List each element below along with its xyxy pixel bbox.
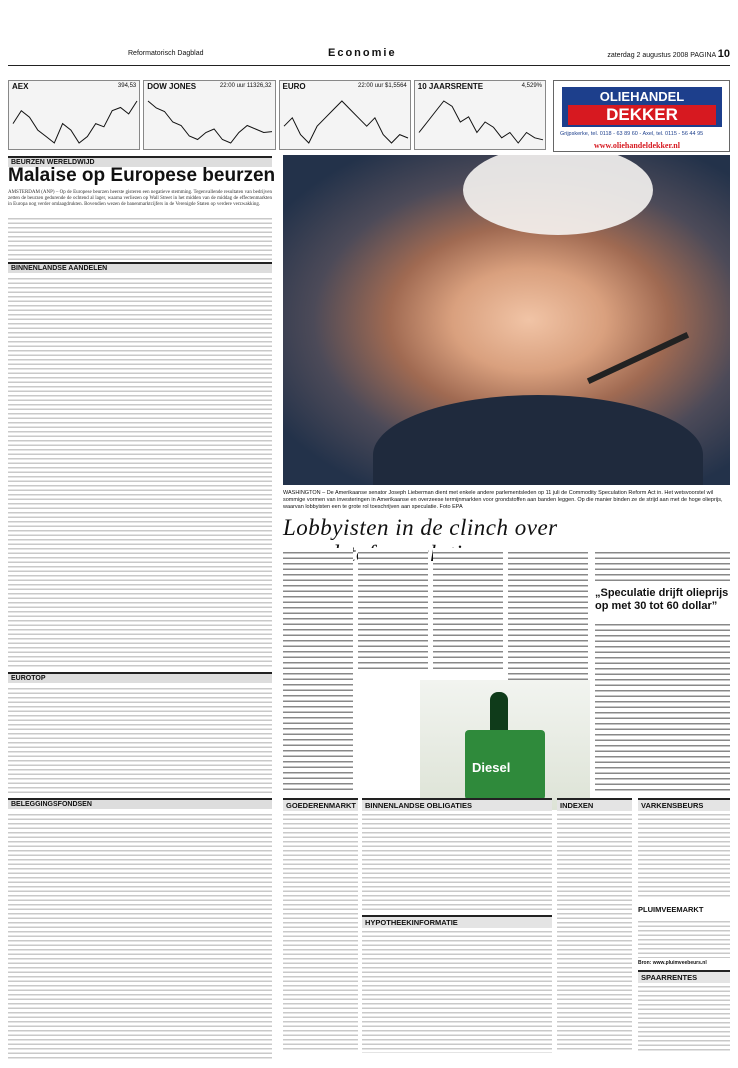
section-pluim: PLUIMVEEMARKT	[638, 905, 704, 914]
section-goud: GOEDERENMARKT	[283, 798, 358, 811]
advertisement[interactable]	[553, 80, 730, 152]
photo-caption: WASHINGTON – De Amerikaanse senator Joseph Lieberman dient met enkele andere parlementsleden op 11 juli de Commodity Speculation Reform Act in. Het wetsvoorstel wil sommige vormen van investeringen in Amerikaanse en overzeese termijnmarkten voor grondstoffen aan banden leggen. Op die manier binden ze de strijd aan met de hoge olieprijs, waarvan lobbyisten een te grote rol toeschrijven aan speculatie. Foto EPA	[283, 490, 723, 510]
index-table	[557, 811, 632, 1051]
section-binnen: BINNENLANDSE AANDELEN	[8, 262, 272, 273]
chart-value: 394,53	[117, 83, 137, 89]
chart-value: 22:00 uur $1,5564	[358, 83, 407, 89]
sparen-table	[638, 983, 730, 1053]
pull-quote: „Speculatie drijft olieprijs op met 30 tot 60 dollar”	[595, 587, 729, 612]
article-col-3	[433, 548, 503, 673]
date-page: zaterdag 2 augustus 2008 PAGINA 10	[607, 48, 730, 60]
chart-euro	[279, 80, 411, 150]
paper-name: Reformatorisch Dagblad	[128, 50, 204, 57]
hypo-table	[362, 928, 552, 1053]
series-line	[13, 101, 137, 143]
oblig-table	[362, 811, 552, 911]
headline-lobbyisten: Lobbyisten in de clinch over	[283, 515, 558, 540]
chart-line	[11, 95, 139, 147]
section-hypo: HYPOTHEEKINFORMATIE	[362, 915, 552, 928]
photo-microphone	[587, 332, 689, 384]
chart-title: AEX	[12, 82, 29, 91]
series-line	[419, 101, 543, 143]
section-oblig: BINNENLANDSE OBLIGATIES	[362, 798, 552, 811]
ad-logo: OLIEHANDEL DEKKER	[562, 87, 722, 127]
goud-table	[283, 811, 358, 1051]
section-index: INDEXEN	[557, 798, 632, 811]
chart-aex	[8, 80, 140, 150]
article-col-1	[283, 548, 353, 793]
news-photo	[283, 155, 730, 485]
article-col-5b	[595, 620, 730, 793]
chart-rente	[414, 80, 546, 150]
chart-value: 22:00 uur 11326,32	[219, 83, 272, 89]
section-sparen: SPAARRENTES	[638, 970, 730, 983]
article-col-2	[358, 548, 428, 673]
fondsen-table	[8, 811, 272, 1061]
chart-line	[417, 95, 545, 147]
chart-title: EURO	[282, 82, 306, 91]
fuel-photo	[420, 680, 590, 810]
fuel-label: Diesel	[472, 760, 511, 775]
article-col-5a	[595, 548, 730, 582]
article-body-1: AMSTERDAM (ANP) – Op de Europese beurzen heerste gisteren een negatieve stemming. Tegenvallende resultaten van bedrijven zetten de beurzen gedurende de ochtend al lager, waarna verliezen op Wall Street in het midden van de middag de effectenmarkten in Europa nog verder omlaagdrukten. Bovendien wezen de banenmarktcijfers in de Verenigde Staten op verdere verzwakking.	[8, 190, 272, 207]
text-fill	[8, 215, 272, 260]
page-header	[8, 44, 730, 66]
photo-jacket	[373, 395, 703, 485]
stock-table	[8, 275, 272, 667]
chart-dow	[143, 80, 275, 150]
chart-title: 10 JAARSRENTE	[417, 82, 484, 91]
section-title: Economie	[328, 47, 397, 59]
pluim-table	[638, 918, 730, 958]
series-line	[148, 101, 272, 143]
section-varken: VARKENSBEURS	[638, 798, 730, 811]
section-wereld: BEURZEN WERELDWIJD	[8, 156, 272, 167]
headline-malaise: Malaise op Europese beurzen	[8, 165, 276, 186]
photo-hair	[463, 155, 653, 235]
varken-table	[638, 811, 730, 899]
eurotop-table	[8, 685, 272, 795]
market-charts	[8, 80, 546, 150]
chart-title: DOW JONES	[147, 82, 197, 91]
section-fondsen: BELEGGINGSFONDSEN	[8, 798, 272, 809]
chart-line	[282, 95, 410, 147]
pluim-source[interactable]: Bron: www.pluimveebeurs.nl	[638, 960, 707, 966]
chart-line	[146, 95, 274, 147]
chart-value: 4,529%	[521, 83, 542, 89]
section-eurotop: EUROTOP	[8, 672, 272, 683]
ad-website[interactable]: www.oliehandeldekker.nl	[594, 141, 680, 150]
series-line	[284, 101, 408, 143]
ad-phone: Grijpskerke, tel. 0118 - 63 89 60 - Axel, tel. 0115 - 56 44 95	[560, 131, 704, 137]
